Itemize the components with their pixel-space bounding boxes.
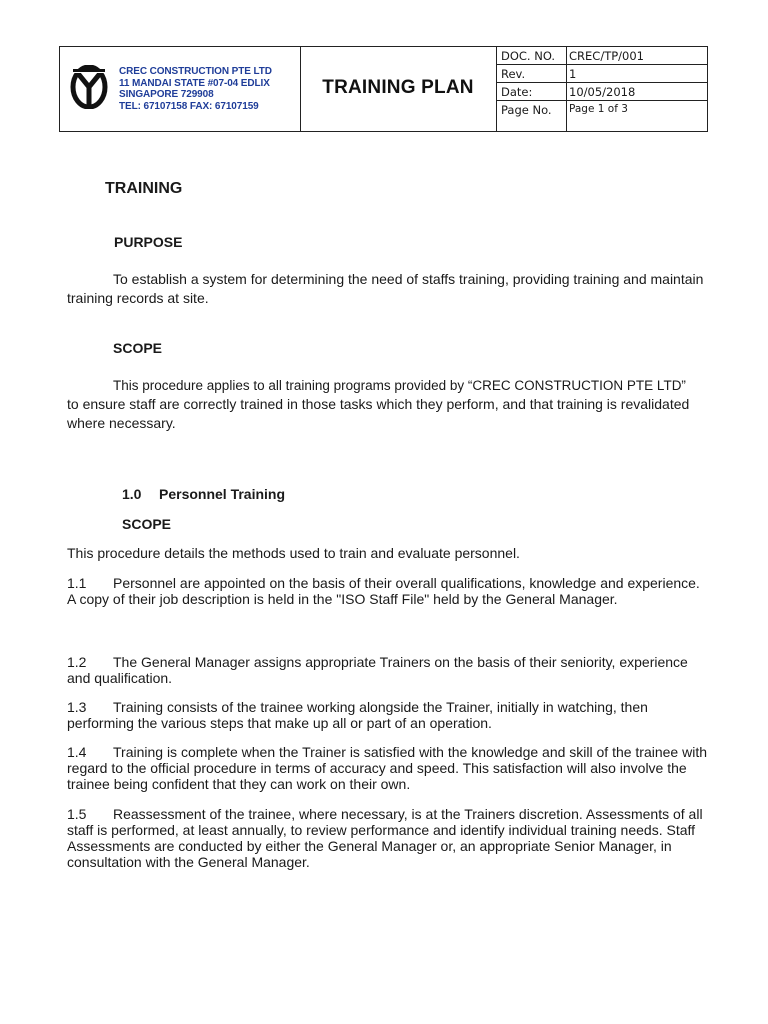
document-header [59, 46, 708, 132]
purpose-heading: PURPOSE [114, 234, 183, 250]
item-number: 1.5 [67, 806, 87, 822]
item-number: 1.3 [67, 699, 87, 715]
section-title: Personnel Training [159, 486, 286, 502]
doc-no-label: DOC. NO. [501, 49, 556, 63]
company-logo-icon [67, 65, 111, 109]
page-no-label: Page No. [501, 103, 552, 117]
scope-heading: SCOPE [113, 340, 163, 356]
rev-value: 1 [569, 67, 577, 81]
item-number: 1.4 [67, 744, 87, 760]
rev-label: Rev. [501, 67, 526, 81]
date-value: 10/05/2018 [569, 85, 636, 99]
item-text: Personnel are appointed on the basis of their overall qualifications, knowledge and experience. [113, 575, 700, 591]
doc-no-value: CREC/TP/001 [569, 49, 644, 63]
item-text: and qualification. [67, 670, 173, 686]
item-text: regard to the official procedure in terms of accuracy and speed. This satisfaction will also involve the [67, 760, 687, 776]
scope-text-line: where necessary. [67, 415, 176, 431]
section-scope-heading: SCOPE [122, 516, 172, 532]
section-number: 1.0 [122, 486, 142, 502]
company-address-block [119, 66, 272, 112]
list-item [67, 699, 707, 731]
company-name: CREC CONSTRUCTION PTE LTD [119, 66, 272, 77]
company-address: 11 MANDAI STATE #07-04 EDLIX [119, 77, 270, 89]
list-item [67, 806, 707, 870]
document-title: TRAINING PLAN [322, 77, 474, 98]
company-city: SINGAPORE 729908 [119, 89, 214, 100]
date-label: Date: [501, 85, 533, 99]
item-number: 1.1 [67, 575, 87, 591]
item-text: Reassessment of the trainee, where necessary, is at the Trainers discretion. Assessments of all [113, 806, 703, 822]
section-intro: This procedure details the methods used to train and evaluate personnel. [67, 545, 520, 561]
purpose-text-line: To establish a system for determining the need of staffs training, providing training and maintain [113, 271, 704, 287]
list-item [67, 744, 707, 792]
purpose-text-line: training records at site. [67, 290, 209, 306]
item-text: consultation with the General Manager. [67, 854, 310, 870]
item-number: 1.2 [67, 654, 87, 670]
item-text: Training consists of the trainee working alongside the Trainer, initially in watching, then [113, 699, 648, 715]
item-text: Training is complete when the Trainer is satisfied with the knowledge and skill of the trainee with [113, 744, 708, 760]
section-heading-training: TRAINING [105, 180, 183, 197]
meta-row-page-no [496, 101, 708, 119]
item-text: trainee being confident that they can work on their own. [67, 776, 411, 792]
item-text: The General Manager assigns appropriate Trainers on the basis of their seniority, experience [113, 654, 688, 670]
meta-row-doc-no [496, 47, 708, 65]
list-item [67, 654, 707, 686]
item-text: performing the various steps that make up all or part of an operation. [67, 715, 492, 731]
item-text: Assessments are conducted by either the General Manager or, an appropriate Senior Manager, in [67, 838, 672, 854]
scope-text-line: This procedure applies to all training programs provided by “CREC CONSTRUCTION PTE LTD” [113, 378, 686, 393]
page-no-value: Page 1 of 3 [569, 103, 628, 115]
scope-text-line: to ensure staff are correctly trained in those tasks which they perform, and that training is revalidated [67, 396, 690, 412]
meta-row-date [496, 83, 708, 101]
company-phone-fax: TEL: 67107158 FAX: 67107159 [119, 100, 259, 112]
list-item [67, 575, 707, 607]
meta-row-rev [496, 65, 708, 83]
item-text: staff is performed, at least annually, to review performance and identify individual training needs. Staff [67, 822, 696, 838]
item-text: A copy of their job description is held in the "ISO Staff File" held by the General Manager. [67, 591, 618, 607]
